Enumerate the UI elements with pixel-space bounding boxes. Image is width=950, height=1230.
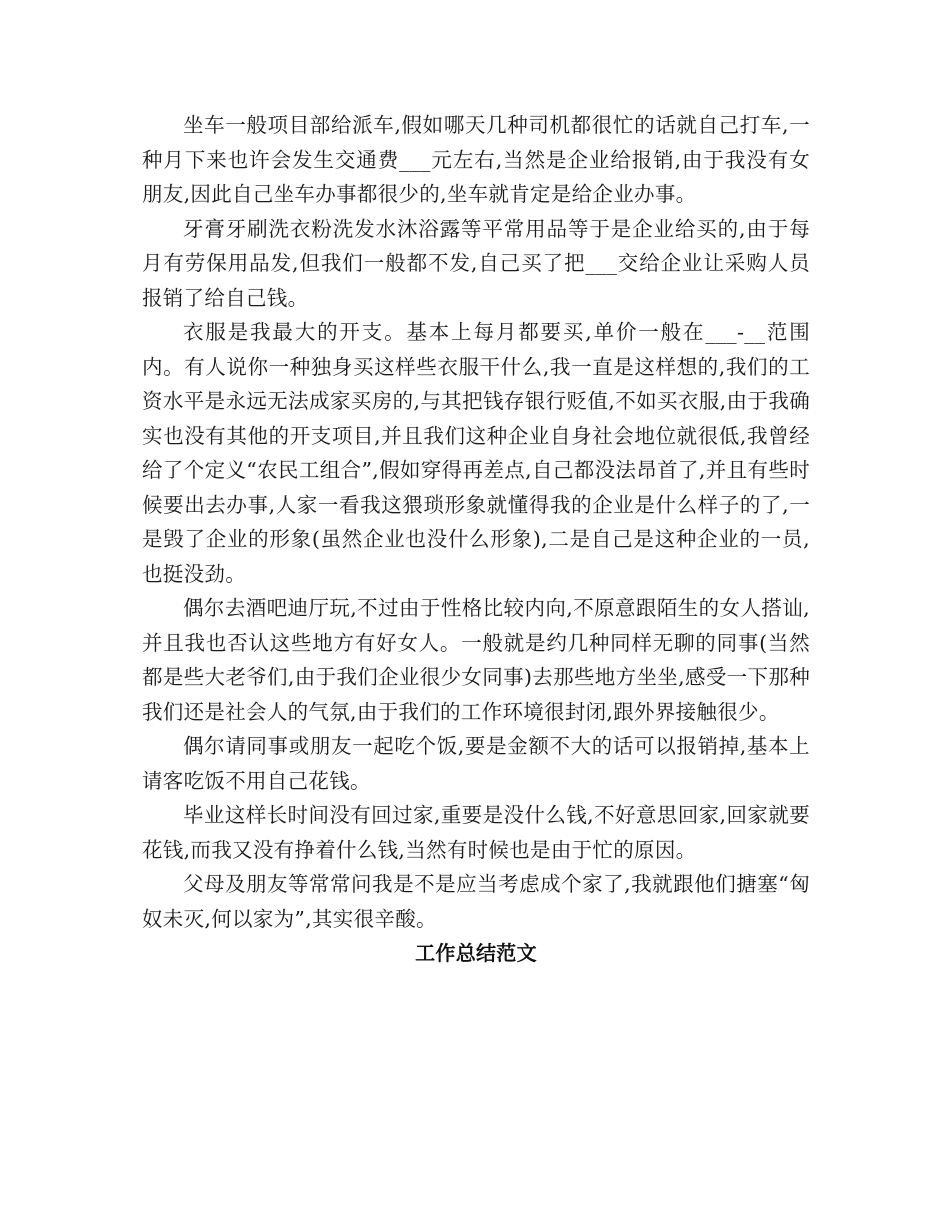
paragraph-dining: 偶尔请同事或朋友一起吃个饭,要是金额不大的话可以报销掉,基本上请客吃饭不用自己花钱。 [142, 734, 810, 793]
document-body [142, 108, 810, 970]
paragraph-going-home: 毕业这样长时间没有回过家,重要是没什么钱,不好意思回家,回家就要花钱,而我又没有挣着什么钱,当然有时候也是由于忙的原因。 [142, 803, 810, 862]
section-heading: 工作总结范文 [415, 941, 537, 965]
paragraph-transport: 坐车一般项目部给派车,假如哪天几种司机都很忙的话就自己打车,一种月下来也许会发生交通费___元左右,当然是企业给报销,由于我没有女朋友,因此自己坐车办事都很少的,坐车就肯定是给企业办事。 [142, 113, 810, 206]
paragraph-daily-necessities: 牙膏牙刷洗衣粉洗发水沐浴露等平常用品等于是企业给买的,由于每月有劳保用品发,但我们一般都不发,自己买了把___交给企业让采购人员报销了给自己钱。 [142, 216, 810, 310]
paragraph-clothing: 衣服是我最大的开支。基本上每月都要买,单价一般在___-__范围内。有人说你一种独身买这样些衣服干什么,我一直是这样想的,我们的工资水平是永远无法成家买房的,与其把钱存银行贬值,不如买衣服,由于我确实也没有其他的开支项目,并且我们这种企业自身社会地位就很低,我曾经给了个定义“农民工组合”,假如穿得再差点,自己都没法昂首了,并且有些时候要出去办事,人家一看我这猥琐形象就懂得我的企业是什么样子的了,一是毁了企业的形象(虽然企业也没什么形象),二是自己是这种企业的一员,也挺没劲。 [142, 320, 810, 586]
paragraph-entertainment: 偶尔去酒吧迪厅玩,不过由于性格比较内向,不原意跟陌生的女人搭讪,并且我也否认这些地方有好女人。一般就是约几种同样无聊的同事(当然都是些大老爷们,由于我们企业很少女同事)去那些地方坐坐,感受一下那种我们还是社会人的气氛,由于我们的工作环境很封闭,跟外界接触很少。 [142, 596, 810, 724]
paragraph-family: 父母及朋友等常常问我是不是应当考虑成个家了,我就跟他们搪塞“匈奴未灭,何以家为”,其实很辛酸。 [142, 872, 810, 931]
